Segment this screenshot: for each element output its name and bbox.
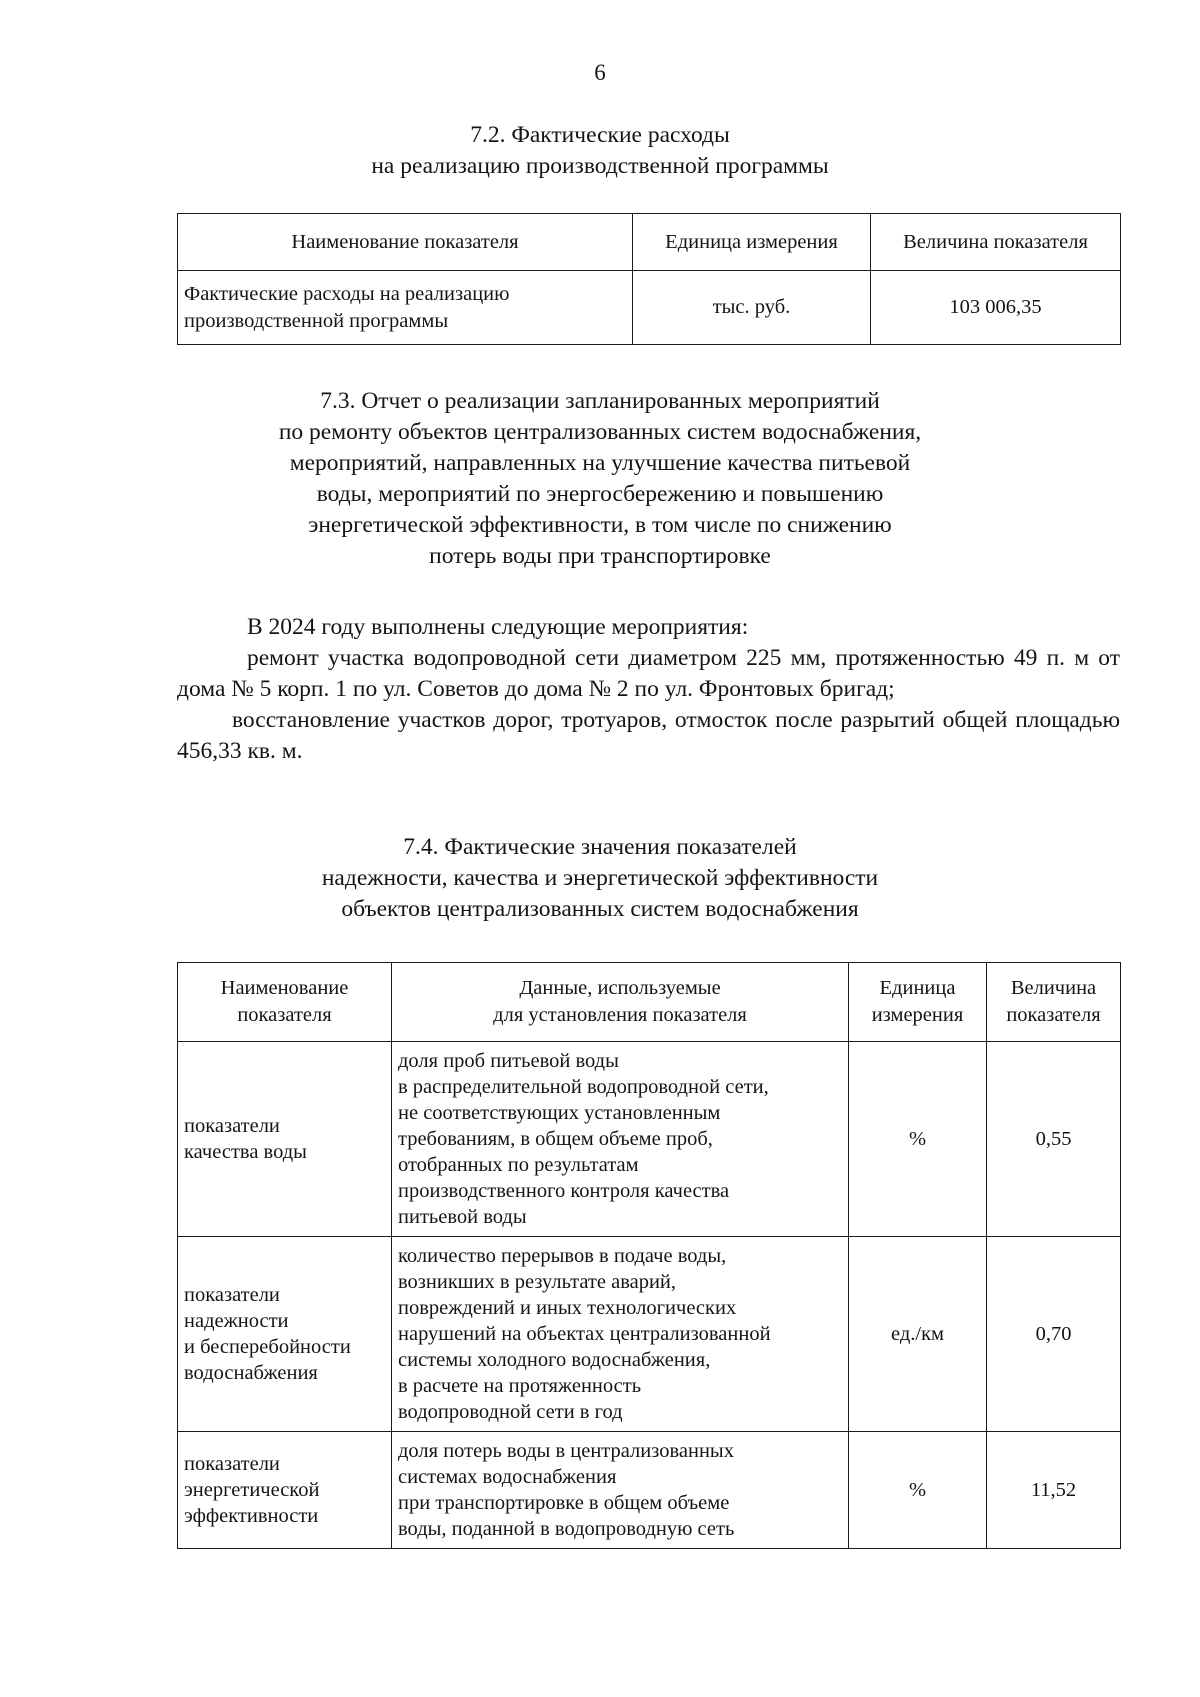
cell-line: энергетической (184, 1479, 320, 1501)
cell-line: воды, поданной в водопроводную сеть (398, 1518, 735, 1540)
cell-line: количество перерывов в подаче воды, (398, 1245, 727, 1267)
unit-cell: тыс. руб. (633, 271, 871, 345)
header-cell: Величина показателя (871, 214, 1121, 271)
table-row (178, 271, 1121, 345)
section-7-4-title (0, 832, 1200, 925)
cell-line: нарушений на объектах централизованной (398, 1323, 771, 1345)
section-7-2-title (0, 120, 1200, 182)
cell-line: водопроводной сети в год (398, 1401, 623, 1423)
title-line: воды, мероприятий по энергосбережению и повышению (316, 481, 884, 507)
table-row (178, 1042, 1121, 1237)
title-line: по ремонту объектов централизованных систем водоснабжения, (278, 419, 922, 445)
cell-line: показатели (184, 1115, 280, 1137)
header-cell (987, 963, 1121, 1042)
indicator-name-cell (178, 271, 633, 345)
expenses-table (177, 213, 1121, 345)
header-line: показателя (237, 1004, 332, 1026)
cell-line: производственной программы (184, 309, 449, 332)
cell-line: системы холодного водоснабжения, (398, 1349, 711, 1371)
title-line: мероприятий, направленных на улучшение качества питьевой (289, 450, 911, 476)
title-line: потерь воды при транспортировке (429, 543, 771, 569)
cell-line: возникших в результате аварий, (398, 1271, 677, 1293)
data-description-cell (392, 1237, 849, 1432)
section-7-3-body (177, 612, 1120, 767)
header-line: Наименование (220, 977, 349, 999)
cell-line: питьевой воды (398, 1206, 527, 1228)
cell-line: эффективности (184, 1505, 319, 1527)
cell-line: в расчете на протяженность (398, 1375, 642, 1397)
section-7-3-title (0, 386, 1200, 572)
cell-line: водоснабжения (184, 1362, 318, 1384)
intro-paragraph: В 2024 году выполнены следующие мероприятия: (247, 614, 749, 640)
header-cell (178, 963, 392, 1042)
cell-line: системах водоснабжения (398, 1466, 617, 1488)
header-cell: Наименование показателя (178, 214, 633, 271)
title-line: энергетической эффективности, в том числе по снижению (308, 512, 892, 538)
table-row (178, 1432, 1121, 1549)
header-line: Данные, используемые (519, 977, 721, 999)
indicators-table (177, 962, 1121, 1549)
table-header-row (178, 214, 1121, 271)
header-cell (849, 963, 987, 1042)
indicator-name-cell (178, 1237, 392, 1432)
indicator-name-cell (178, 1432, 392, 1549)
cell-line: доля потерь воды в централизованных (398, 1440, 734, 1462)
measure-item-2: восстановление участков дорог, тротуаров, отмосток после разрытий общей площадью 456,33 кв. м. (177, 707, 1120, 764)
header-line: Единица (879, 977, 956, 999)
table-header-row (178, 963, 1121, 1042)
header-line: для установления показателя (493, 1004, 747, 1026)
header-cell: Единица измерения (633, 214, 871, 271)
cell-line: и бесперебойности (184, 1336, 351, 1358)
page-number: 6 (594, 60, 606, 85)
cell-line: надежности (184, 1310, 289, 1332)
data-description-cell (392, 1432, 849, 1549)
cell-line: в распределительной водопроводной сети, (398, 1076, 769, 1098)
title-line: надежности, качества и энергетической эффективности (321, 865, 879, 891)
cell-line: качества воды (184, 1141, 307, 1163)
value-cell: 0,55 (987, 1042, 1121, 1237)
cell-line: отобранных по результатам (398, 1154, 639, 1176)
value-cell: 11,52 (987, 1432, 1121, 1549)
measure-item-1 (177, 643, 1120, 705)
cell-line: повреждений и иных технологических (398, 1297, 737, 1319)
measure-text: ремонт участка водопроводной сети диаметром 225 мм, протяженностью 49 п. м от дома № 5 корп. 1 по ул. Советов до дома № 2 по ул. Фронтовых бригад; (177, 645, 1120, 702)
data-description-cell (392, 1042, 849, 1237)
title-line: 7.2. Фактические расходы (470, 122, 730, 148)
cell-line: показатели (184, 1284, 280, 1306)
title-line: объектов централизованных систем водоснабжения (341, 896, 859, 922)
value-cell: 0,70 (987, 1237, 1121, 1432)
cell-line: при транспортировке в общем объеме (398, 1492, 730, 1514)
unit-cell: ед./км (849, 1237, 987, 1432)
indicator-name-cell (178, 1042, 392, 1237)
header-line: измерения (871, 1004, 964, 1026)
cell-line: не соответствующих установленным (398, 1102, 721, 1124)
title-line: на реализацию производственной программы (371, 153, 829, 179)
cell-line: доля проб питьевой воды (398, 1050, 619, 1072)
title-line: 7.4. Фактические значения показателей (403, 834, 797, 860)
value-cell: 103 006,35 (871, 271, 1121, 345)
title-line: 7.3. Отчет о реализации запланированных мероприятий (320, 388, 880, 414)
cell-line: Фактические расходы на реализацию (184, 282, 510, 305)
unit-cell: % (849, 1042, 987, 1237)
cell-line: показатели (184, 1453, 280, 1475)
header-cell (392, 963, 849, 1042)
header-line: Величина (1010, 977, 1097, 999)
header-line: показателя (1006, 1004, 1101, 1026)
cell-line: требованиям, в общем объеме проб, (398, 1128, 713, 1150)
cell-line: производственного контроля качества (398, 1180, 730, 1202)
table-row (178, 1237, 1121, 1432)
unit-cell: % (849, 1432, 987, 1549)
